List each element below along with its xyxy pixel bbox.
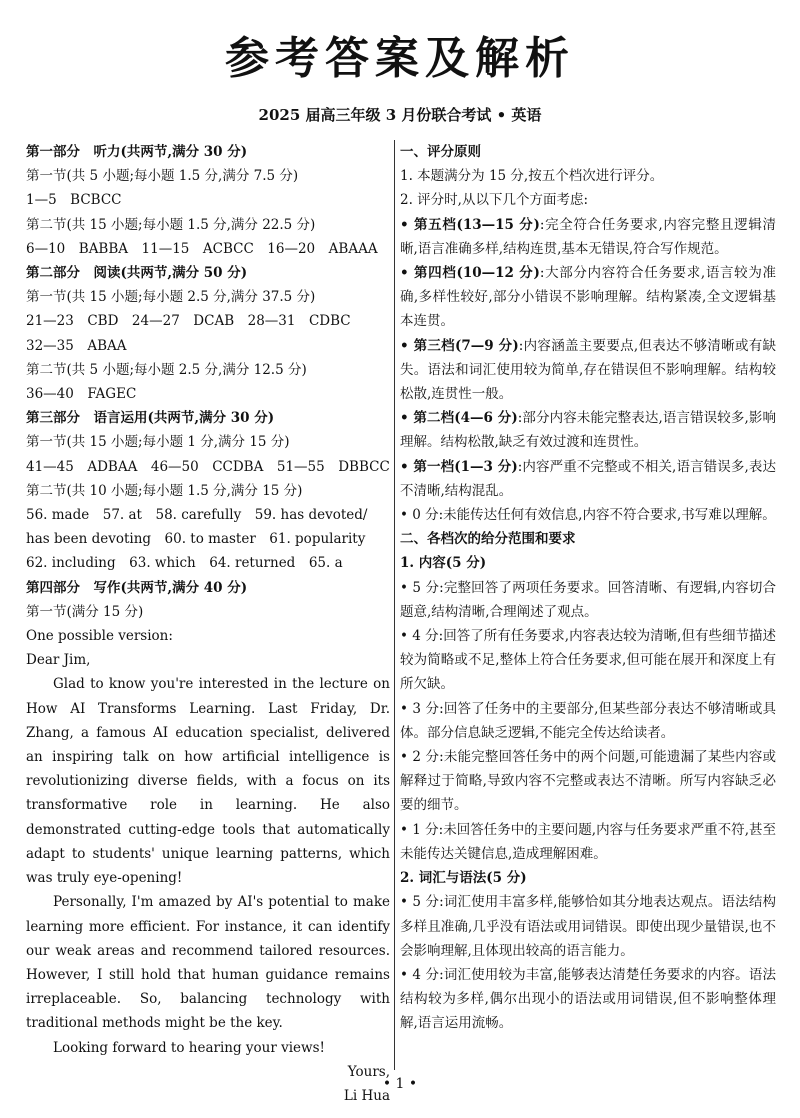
- content-2: • 2 分:未能完整回答任务中的两个问题,可能遗漏了某些内容或解释过于简略,导致内容不完整或表达不清晰。所写内容缺乏必要的细节。: [400, 749, 776, 814]
- grade-5: [400, 213, 776, 261]
- content-3: • 3 分:回答了任务中的主要部分,但某些部分表达不够清晰或具体。部分信息缺乏逻辑,不能完全传达给读者。: [400, 700, 776, 741]
- grade-3-label: • 第三档(7—9 分): [400, 337, 519, 354]
- rubric-rule-2: 2. 评分时,从以下几个方面考虑:: [400, 192, 589, 209]
- p3-section2: 第二节(共 10 小题;每小题 1.5 分,满分 15 分): [26, 482, 303, 499]
- rubric-section1-title: 一、评分原则: [400, 144, 481, 160]
- letter-closing: Yours,: [347, 1063, 390, 1080]
- essay-paragraph-1: Glad to know you're interested in the lecture on How AI Transforms Learning. Last Friday, Dr. Zhang, a famous AI education specialist, delivered an inspiring talk on how artificial intelligence is revolutionizing diverse fields, with a focus on its transformative role in learning. He also demonstrated cutting-edge tools that automatically adapt to students' unique learning patterns, which was truly eye-opening!: [26, 676, 390, 887]
- vocab-4: • 4 分:词汇使用较为丰富,能够表达清楚任务要求的内容。语法结构较为多样,偶尔出现小的语法或用词错误,但不影响整体理解,语言运用流畅。: [400, 966, 776, 1032]
- p1-section2-answers: 6—10 BABBA 11—15 ACBCC 16—20 ABAAA: [26, 240, 378, 257]
- part4-title: 第四部分 写作(共两节,满分 40 分): [26, 579, 248, 596]
- letter-greeting: Dear Jim,: [26, 652, 91, 669]
- grade-4: [400, 261, 776, 334]
- column-divider: [394, 140, 395, 1070]
- grade-5-label: • 第五档(13—15 分): [400, 216, 540, 233]
- p2-section1: 第一节(共 15 小题;每小题 2.5 分,满分 37.5 分): [26, 289, 316, 306]
- letter-signature: Li Hua: [343, 1087, 390, 1104]
- content-1: • 1 分:未回答任务中的主要问题,内容与任务要求严重不符,甚至未能传达关键信息,造成理解困难。: [400, 821, 776, 862]
- p1-section1: 第一节(共 5 小题;每小题 1.5 分,满分 7.5 分): [26, 168, 299, 185]
- grade-2: [400, 406, 776, 454]
- grade-2-text: :部分内容未能完整表达,语言错误较多,影响理解。结构松散,缺乏有效过渡和连贯性。: [400, 410, 776, 451]
- vocab-5: • 5 分:词汇使用丰富多样,能够恰如其分地表达观点。语法结构多样且准确,几乎没有语法或用词错误。即使出现少量错误,也不会影响理解,且体现出较高的语言能力。: [400, 894, 776, 959]
- part3-title: 第三部分 语言运用(共两节,满分 30 分): [26, 410, 275, 427]
- p2-section2: 第二节(共 5 小题;每小题 2.5 分,满分 12.5 分): [26, 361, 307, 378]
- p2-section2-answers: 36—40 FAGEC: [26, 386, 137, 403]
- sample-version-label: One possible version:: [26, 628, 173, 645]
- essay-paragraph-3: Looking forward to hearing your views!: [53, 1039, 325, 1056]
- p3-section2-answers-a: 56. made 57. at 58. carefully 59. has devoted/: [26, 507, 368, 524]
- part1-title: 第一部分 听力(共两节,满分 30 分): [26, 144, 248, 160]
- content-4: • 4 分:回答了所有任务要求,内容表达较为清晰,但有些细节描述较为简略或不足,整体上符合任务要求,但可能在展开和深度上有所欠缺。: [400, 628, 776, 693]
- grade-1-label: • 第一档(1—3 分): [400, 458, 518, 475]
- exam-subtitle: 2025 届高三年级 3 月份联合考试 • 英语: [258, 106, 542, 124]
- page-title: 参考答案及解析: [225, 33, 575, 84]
- grade-2-label: • 第二档(4—6 分): [400, 410, 518, 427]
- vocab-criteria-title: 2. 词汇与语法(5 分): [400, 870, 527, 887]
- rubric-rule-1: 1. 本题满分为 15 分,按五个档次进行评分。: [400, 168, 664, 185]
- rubric-section2-title: 二、各档次的给分范围和要求: [400, 531, 576, 548]
- p1-section2: 第二节(共 15 小题;每小题 1.5 分,满分 22.5 分): [26, 216, 316, 233]
- answer-column: [26, 140, 390, 1108]
- part2-title: 第二部分 阅读(共两节,满分 50 分): [26, 265, 248, 282]
- p3-section1: 第一节(共 15 小题;每小题 1 分,满分 15 分): [26, 434, 290, 451]
- p3-section2-answers-b: has been devoting 60. to master 61. popularity: [26, 531, 366, 548]
- grade-1: [400, 455, 776, 503]
- grade-3: [400, 334, 776, 407]
- grade-4-text: :大部分内容符合任务要求,语言较为准确,多样性较好,部分小错误不影响理解。结构紧凑,全文逻辑基本连贯。: [400, 265, 776, 330]
- content-5: • 5 分:完整回答了两项任务要求。回答清晰、有逻辑,内容切合题意,结构清晰,合理阐述了观点。: [400, 579, 776, 620]
- grade-5-text: :完全符合任务要求,内容完整且逻辑清晰,语言准确多样,结构连贯,基本无错误,符合写作规范。: [400, 216, 776, 257]
- sample-essay: [26, 672, 390, 1108]
- content-criteria-title: 1. 内容(5 分): [400, 555, 487, 572]
- p1-section1-answers: 1—5 BCBCC: [26, 192, 122, 209]
- p3-section2-answers-c: 62. including 63. which 64. returned 65. a: [26, 555, 343, 572]
- grade-1-text: :内容严重不完整或不相关,语言错误多,表达不清晰,结构混乱。: [400, 458, 776, 499]
- p2-section1-answers-a: 21—23 CBD 24—27 DCAB 28—31 CDBC: [26, 313, 351, 330]
- page-number: • 1 •: [382, 1076, 418, 1092]
- grade-4-label: • 第四档(10—12 分): [400, 265, 540, 282]
- p3-section1-answers: 41—45 ADBAA 46—50 CCDBA 51—55 DBBCC: [26, 458, 390, 475]
- p2-section1-answers-b: 32—35 ABAA: [26, 337, 127, 354]
- grade-3-text: :内容涵盖主要要点,但表达不够清晰或有缺失。语法和词汇使用较为简单,存在错误但不影响理解。结构较松散,连贯性一般。: [400, 337, 777, 403]
- p4-section1: 第一节(满分 15 分): [26, 603, 144, 620]
- essay-paragraph-2: Personally, I'm amazed by AI's potential to make learning more efficient. For instance, it can identify our weak areas and recommend tailored resources. However, I still hold that human guidance remains irreplaceable. So, balancing technology with traditional methods might be the key.: [26, 894, 390, 1032]
- rubric-column: [400, 140, 776, 1036]
- grade-0: • 0 分:未能传达任何有效信息,内容不符合要求,书写难以理解。: [400, 507, 776, 524]
